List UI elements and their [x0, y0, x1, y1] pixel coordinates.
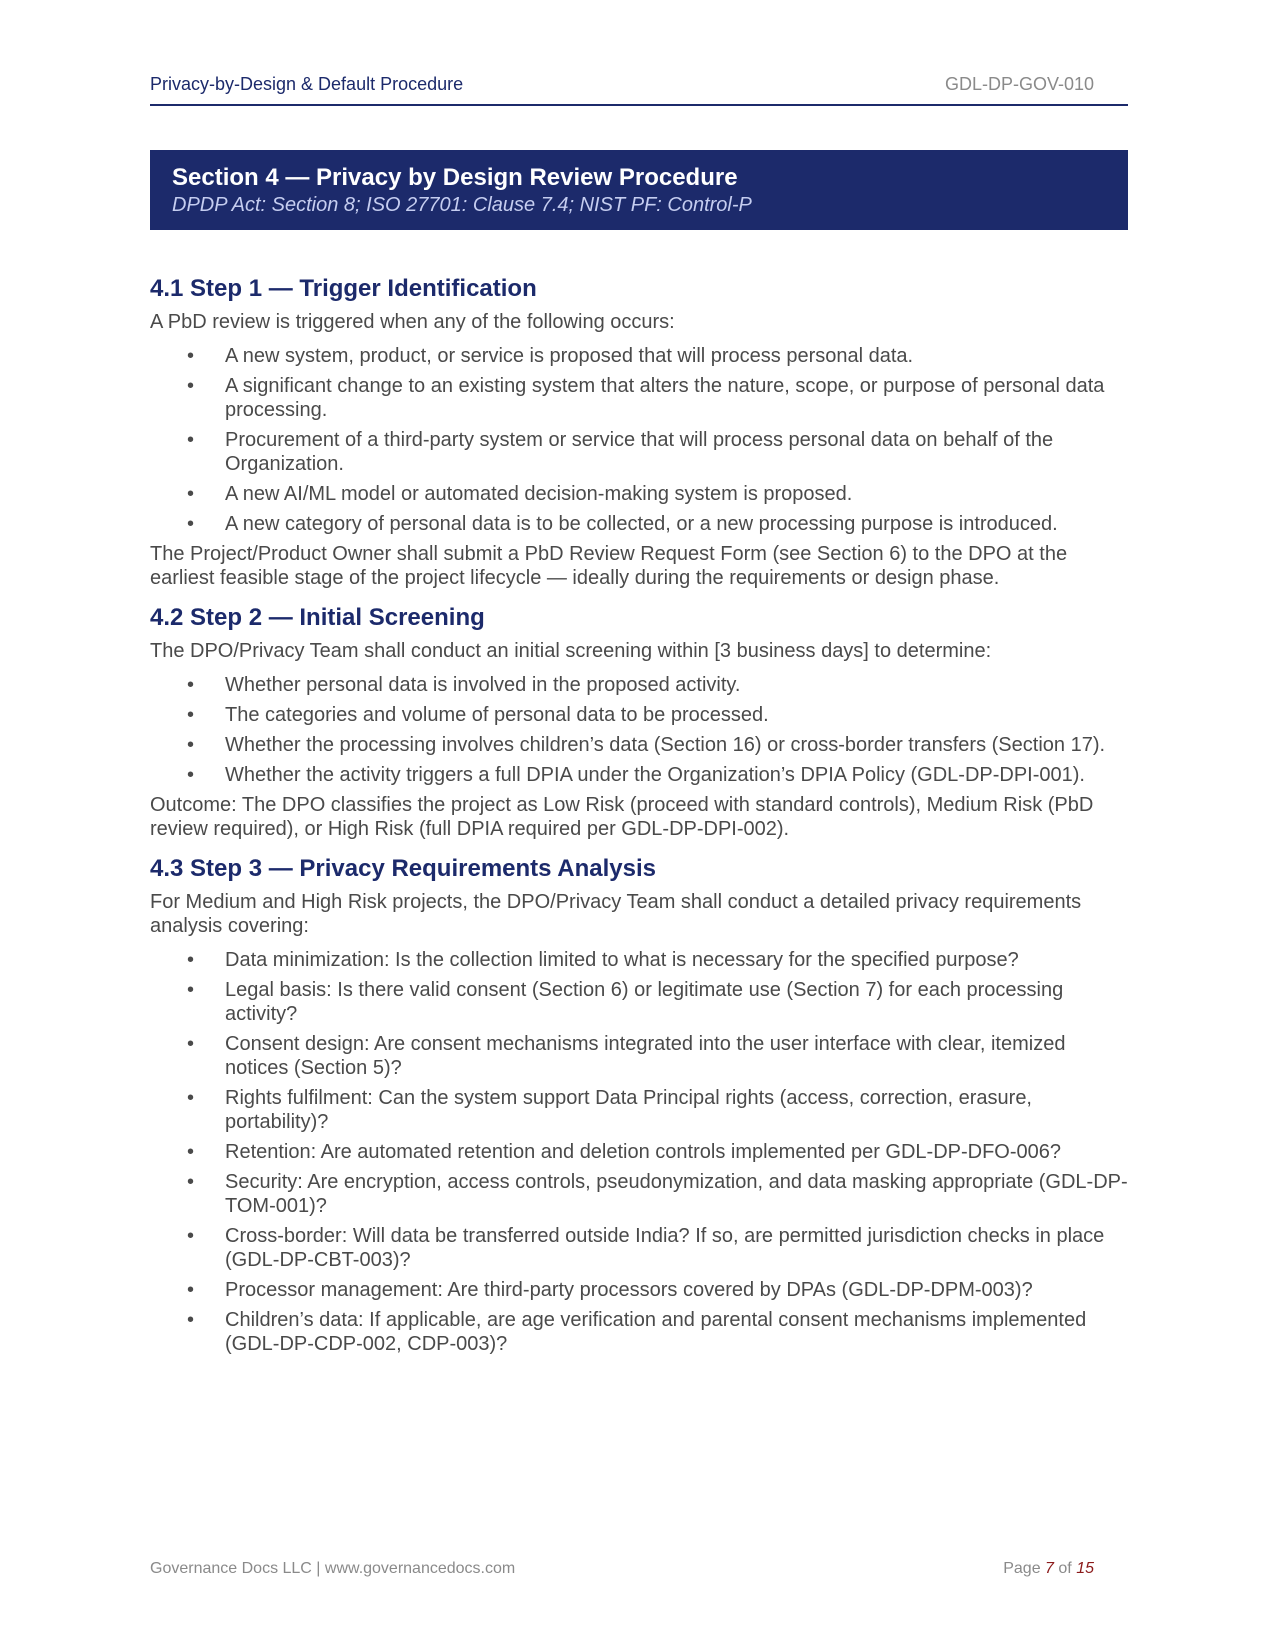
list-item-text: Retention: Are automated retention and deletion controls implemented per GDL-DP-DFO-006?: [225, 1141, 1062, 1163]
bullet-icon: •: [187, 375, 195, 397]
bullet-icon: •: [187, 1309, 195, 1331]
list-item-text: Whether the activity triggers a full DPIA under the Organization’s DPIA Policy (GDL-DP-DPI-001).: [225, 764, 1085, 786]
bullet-icon: •: [187, 764, 195, 786]
bullet-icon: •: [187, 1225, 195, 1247]
list-item: [150, 673, 1130, 697]
list-item: [150, 482, 1130, 506]
subsection: [150, 271, 1130, 590]
subsection-intro: The DPO/Privacy Team shall conduct an initial screening within [3 business days] to determine:: [150, 640, 992, 662]
list-item: [150, 512, 1130, 536]
bullet-icon: •: [187, 949, 195, 971]
list-item-text: Security: Are encryption, access controls, pseudonymization, and data masking appropriate (GDL-DP-TOM-001)?: [225, 1171, 1128, 1217]
list-item-text: Legal basis: Is there valid consent (Section 6) or legitimate use (Section 7) for each processing activity?: [225, 979, 1064, 1025]
subsection: [150, 851, 1130, 1356]
page-of-label: of: [1058, 1560, 1072, 1577]
subsection: [150, 600, 1130, 841]
list-item-text: Cross-border: Will data be transferred outside India? If so, are permitted jurisdiction checks in place (GDL-DP-CBT-003)?: [225, 1225, 1105, 1271]
list-item: [150, 763, 1130, 787]
bullet-icon: •: [187, 734, 195, 756]
list-item-text: A significant change to an existing system that alters the nature, scope, or purpose of personal data processing.: [225, 375, 1105, 421]
section-references: DPDP Act: Section 8; ISO 27701: Clause 7.4; NIST PF: Control-P: [172, 194, 752, 216]
bullet-icon: •: [187, 483, 195, 505]
page-current: 7: [1045, 1560, 1054, 1577]
section-banner: [150, 150, 1128, 230]
document-title: Privacy-by-Design & Default Procedure: [150, 74, 464, 94]
bullet-icon: •: [187, 704, 195, 726]
page-label: Page: [1003, 1560, 1041, 1577]
list-item-text: Whether personal data is involved in the proposed activity.: [225, 674, 741, 696]
list-item-text: Processor management: Are third-party processors covered by DPAs (GDL-DP-DPM-003)?: [225, 1279, 1033, 1301]
list-item: [150, 344, 1130, 368]
list-item: [150, 1170, 1130, 1218]
list-item-text: Data minimization: Is the collection limited to what is necessary for the specified purpose?: [225, 949, 1019, 971]
list-item: [150, 733, 1130, 757]
bullet-icon: •: [187, 1087, 195, 1109]
list-item-text: A new AI/ML model or automated decision-making system is proposed.: [225, 483, 853, 505]
list-item: [150, 1278, 1130, 1302]
list-item-text: Procurement of a third-party system or service that will process personal data on behalf of the Organization.: [225, 429, 1054, 475]
list-item-text: The categories and volume of personal data to be processed.: [225, 704, 769, 726]
bullet-icon: •: [187, 979, 195, 1001]
bullet-icon: •: [187, 429, 195, 451]
page-number: [1003, 1560, 1094, 1578]
list-item: [150, 978, 1130, 1026]
bullet-icon: •: [187, 345, 195, 367]
bullet-icon: •: [187, 1033, 195, 1055]
subsection-conclusion: Outcome: The DPO classifies the project as Low Risk (proceed with standard controls), Medium Risk (PbD review required), or High Risk (full DPIA required per GDL-DP-DPI-002).: [150, 794, 1094, 840]
bullet-icon: •: [187, 513, 195, 535]
list-item: [150, 428, 1130, 476]
bullet-list: [150, 344, 1130, 536]
list-item: [150, 1032, 1130, 1080]
subsection-heading: 4.3 Step 3 — Privacy Requirements Analysis: [150, 855, 657, 882]
subsection-heading: 4.1 Step 1 — Trigger Identification: [150, 275, 537, 302]
document-body: [150, 271, 1130, 1362]
list-item-text: Consent design: Are consent mechanisms integrated into the user interface with clear, itemized notices (Section 5)?: [225, 1033, 1066, 1079]
list-item: [150, 948, 1130, 972]
bullet-icon: •: [187, 1279, 195, 1301]
bullet-list: [150, 673, 1130, 787]
bullet-icon: •: [187, 1171, 195, 1193]
page-header: [150, 72, 1128, 106]
list-item-text: Rights fulfilment: Can the system support Data Principal rights (access, correction, erasure, portability)?: [225, 1087, 1032, 1133]
subsection-heading: 4.2 Step 2 — Initial Screening: [150, 604, 485, 631]
bullet-icon: •: [187, 1141, 195, 1163]
document-code: GDL-DP-GOV-010: [944, 74, 1094, 94]
footer-company: Governance Docs LLC | www.governancedocs.com: [150, 1560, 516, 1577]
list-item: [150, 1224, 1130, 1272]
list-item: [150, 1140, 1130, 1164]
list-item-text: Whether the processing involves children’s data (Section 16) or cross-border transfers (Section 17).: [225, 734, 1106, 756]
list-item-text: A new system, product, or service is proposed that will process personal data.: [225, 345, 914, 367]
list-item-text: A new category of personal data is to be collected, or a new processing purpose is introduced.: [225, 513, 1058, 535]
subsection-intro: For Medium and High Risk projects, the DPO/Privacy Team shall conduct a detailed privacy requirements analysis covering:: [150, 891, 1082, 937]
list-item: [150, 703, 1130, 727]
list-item-text: Children’s data: If applicable, are age verification and parental consent mechanisms implemented (GDL-DP-CDP-002, CDP-003)?: [225, 1309, 1087, 1355]
bullet-icon: •: [187, 674, 195, 696]
bullet-list: [150, 948, 1130, 1356]
subsection-intro: A PbD review is triggered when any of the following occurs:: [150, 311, 675, 333]
list-item: [150, 1308, 1130, 1356]
section-title: Section 4 — Privacy by Design Review Procedure: [172, 164, 738, 191]
page-total: 15: [1076, 1560, 1094, 1577]
list-item: [150, 374, 1130, 422]
subsection-conclusion: The Project/Product Owner shall submit a PbD Review Request Form (see Section 6) to the DPO at the earliest feasible stage of the project lifecycle — ideally during the requirements or design phase.: [150, 543, 1068, 589]
list-item: [150, 1086, 1130, 1134]
